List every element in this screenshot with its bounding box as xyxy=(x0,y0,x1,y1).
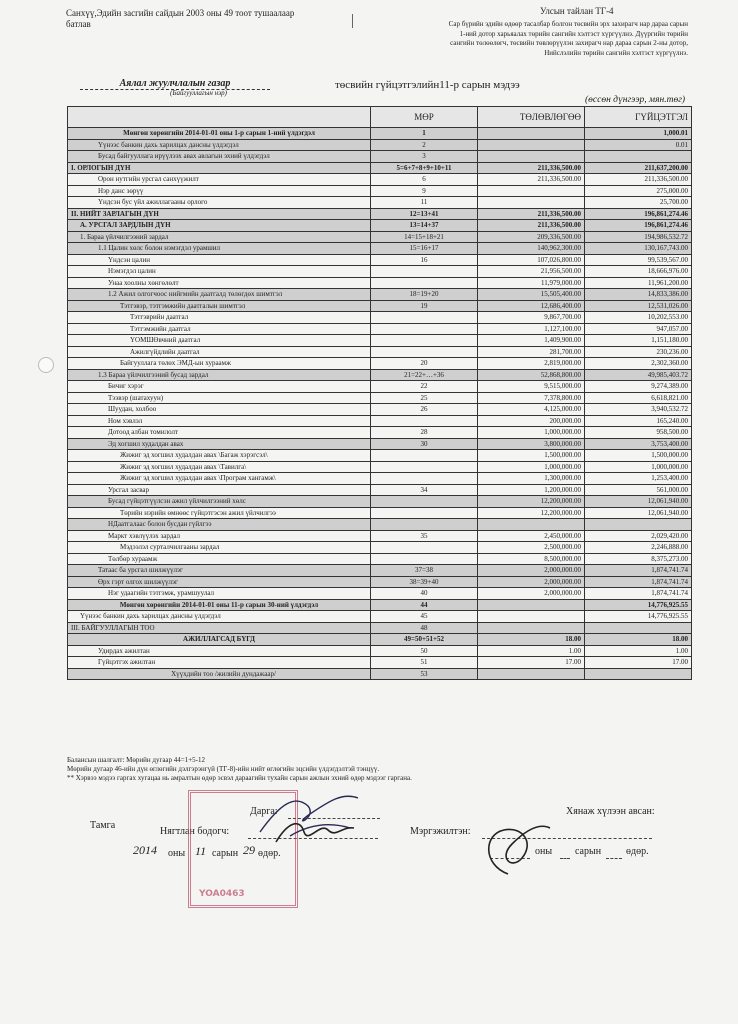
cell-name: Мөнгөн хөрөнгийн 2014-01-01 оны 1-р сарын 1-ний үлдэгдэл xyxy=(68,128,371,140)
header-plan: ТӨЛӨВЛӨГӨӨ xyxy=(478,107,585,128)
cell-name: I. ОРЛОГЫН ДҮН xyxy=(68,162,371,174)
budget-table xyxy=(67,106,692,680)
cell-plan: 3,800,000.00 xyxy=(478,438,585,450)
cell-plan: 12,686,400.00 xyxy=(478,300,585,312)
table-row xyxy=(68,484,692,496)
table-row xyxy=(68,565,692,577)
cell-name: Гүйцэтгэх ажилтан xyxy=(68,657,371,669)
cell-name: Тэтгэвэр, тэтгэмжийн даатгалын шимтгэл xyxy=(68,300,371,312)
cell-row-number: 16 xyxy=(371,254,478,266)
cell-actual: 6,618,821.00 xyxy=(585,392,692,404)
table-row xyxy=(68,300,692,312)
cell-plan: 9,515,000.00 xyxy=(478,381,585,393)
cell-actual: 194,986,532.72 xyxy=(585,231,692,243)
cell-name: Тээвэр (шатахуун) xyxy=(68,392,371,404)
cell-actual: 12,061,940.00 xyxy=(585,507,692,519)
cell-actual: 17.00 xyxy=(585,657,692,669)
reviewer-signature xyxy=(478,814,558,884)
cell-row-number: 50 xyxy=(371,645,478,657)
instruction-line-4: Нийслэлийн төрийн сангийн хэлтэст хүргүүлнэ. xyxy=(544,48,688,57)
table-row xyxy=(68,473,692,485)
cell-row-number: 15=16+17 xyxy=(371,243,478,255)
cell-name: II. НИЙТ ЗАРЛАГЫН ДҮН xyxy=(68,208,371,220)
cell-actual: 1,874,741.74 xyxy=(585,576,692,588)
cell-actual: 11,961,200.00 xyxy=(585,277,692,289)
cell-row-number: 14=15+18+21 xyxy=(371,231,478,243)
header-actual: ГҮЙЦЭТГЭЛ xyxy=(585,107,692,128)
cell-row-number xyxy=(371,473,478,485)
cell-row-number: 25 xyxy=(371,392,478,404)
cell-row-number: 11 xyxy=(371,197,478,209)
cell-actual: 99,539,567.00 xyxy=(585,254,692,266)
accountant-label: Нягтлан бодогч: xyxy=(160,826,230,837)
cell-plan: 1,500,000.00 xyxy=(478,450,585,462)
cell-name: 1.1 Цалин хөлс болон нэмэгдэл урамшил xyxy=(68,243,371,255)
instruction-line-1: Сар бүрийн эдийн өдөөр тасалбар болгон төсвийн эрх захирагч нар дараа сарын xyxy=(448,20,688,28)
cell-plan xyxy=(478,197,585,209)
approval-note xyxy=(66,8,346,30)
stamp-code: YOA0463 xyxy=(199,889,245,899)
reviewer-date-year-suffix: оны xyxy=(535,846,553,857)
cell-plan: 2,450,000.00 xyxy=(478,530,585,542)
cell-actual: 2,029,420.00 xyxy=(585,530,692,542)
cell-name: Дотоод албан томилолт xyxy=(68,427,371,439)
instruction-line-3: сангийн төлөөлөгч, төсвийн төвлөрүүлэн захирагч нар дараа сарын 2-ны дотор, xyxy=(450,39,688,47)
cell-name: Өрх гэрт олгох шилжүүлэг xyxy=(68,576,371,588)
cell-row-number: 37=38 xyxy=(371,565,478,577)
organization-name: Аялал жуулчлалын газар xyxy=(80,78,270,90)
cell-row-number xyxy=(371,496,478,508)
cell-plan xyxy=(478,151,585,163)
cell-row-number: 18=19+20 xyxy=(371,289,478,301)
table-row xyxy=(68,266,692,278)
cell-actual: 25,700.00 xyxy=(585,197,692,209)
cell-row-number xyxy=(371,519,478,531)
table-row xyxy=(68,139,692,151)
cell-row-number: 51 xyxy=(371,657,478,669)
cell-row-number: 45 xyxy=(371,611,478,623)
table-row xyxy=(68,323,692,335)
cell-actual: 9,274,389.00 xyxy=(585,381,692,393)
cell-row-number: 20 xyxy=(371,358,478,370)
table-row xyxy=(68,128,692,140)
cell-row-number: 22 xyxy=(371,381,478,393)
cell-row-number xyxy=(371,277,478,289)
cell-name: Бусад гүйцэтгүүлсэн ажил үйлчилгээний хөлс xyxy=(68,496,371,508)
cell-name: Шуудан, холбоо xyxy=(68,404,371,416)
cell-plan: 211,336,500.00 xyxy=(478,174,585,186)
table-body xyxy=(68,128,692,680)
cell-name: Бусад байгууллага ирүүлээх авах авлагын эхний үлдэгдэл xyxy=(68,151,371,163)
cell-row-number: 28 xyxy=(371,427,478,439)
table-row xyxy=(68,243,692,255)
cell-plan: 1,000,000.00 xyxy=(478,461,585,473)
cell-actual: 1,253,400.00 xyxy=(585,473,692,485)
cell-name: АЖИЛЛАГСАД БҮГД xyxy=(68,634,371,646)
reviewer-date-month-suffix: сарын xyxy=(575,846,602,857)
unit-note: (өссөн дүнгээр, мян.төг) xyxy=(585,95,686,105)
cell-name: Орон нутгийн урсгал санхүүжилт xyxy=(68,174,371,186)
cell-actual: 12,061,940.00 xyxy=(585,496,692,508)
cell-row-number: 35 xyxy=(371,530,478,542)
table-row xyxy=(68,277,692,289)
document-title: төсвийн гүйцэтгэлийн11-р сарын мэдээ xyxy=(335,79,520,91)
table-row xyxy=(68,588,692,600)
notes xyxy=(67,756,412,783)
cell-name: Бичиг хэрэг xyxy=(68,381,371,393)
reviewer-label: Хянаж хүлээн авсан: xyxy=(566,806,655,817)
cell-row-number: 9 xyxy=(371,185,478,197)
cell-name: Байгууллага төлөх ЭМД-ын хураамж xyxy=(68,358,371,370)
cell-row-number xyxy=(371,323,478,335)
cell-row-number xyxy=(371,450,478,462)
cell-plan: 211,336,500.00 xyxy=(478,208,585,220)
cell-name: Тэтгэмжийн даатгал xyxy=(68,323,371,335)
cell-plan: 209,336,500.00 xyxy=(478,231,585,243)
cell-name: Үндсэн цалин xyxy=(68,254,371,266)
cell-plan: 1,409,900.00 xyxy=(478,335,585,347)
cell-plan: 15,505,400.00 xyxy=(478,289,585,301)
note-line: Мөрийн дугаар 46-ийн дүн өглөгийн дэлгэрэнгүй (ТГ-8)-ийн нийт өглөгийн эцсийн үлдэгдэлтэй тэнцүү. xyxy=(67,765,380,773)
cell-actual: 1.00 xyxy=(585,645,692,657)
cell-actual: 958,500.00 xyxy=(585,427,692,439)
cell-plan: 12,200,000.00 xyxy=(478,496,585,508)
date-year: 2014 xyxy=(133,843,157,857)
table-row xyxy=(68,220,692,232)
cell-row-number xyxy=(371,461,478,473)
cell-actual: 1,874,741.74 xyxy=(585,565,692,577)
cell-actual: 3,753,400.00 xyxy=(585,438,692,450)
cell-name: Ажилгүйдлийн даатгал xyxy=(68,346,371,358)
cell-row-number: 53 xyxy=(371,668,478,680)
cell-plan: 1,000,000.00 xyxy=(478,427,585,439)
cell-row-number xyxy=(371,335,478,347)
cell-name: Хүүхдийн тоо /жилийн дундажаар/ xyxy=(68,668,371,680)
cell-plan: 2,000,000.00 xyxy=(478,588,585,600)
cell-actual: 14,833,386.00 xyxy=(585,289,692,301)
vertical-mark xyxy=(352,14,353,28)
cell-row-number xyxy=(371,346,478,358)
report-instructions xyxy=(378,20,688,58)
cell-row-number: 49=50+51+52 xyxy=(371,634,478,646)
cell-actual: 2,302,360.00 xyxy=(585,358,692,370)
table-row xyxy=(68,450,692,462)
table-row xyxy=(68,231,692,243)
cell-row-number: 30 xyxy=(371,438,478,450)
cell-actual: 2,246,888.00 xyxy=(585,542,692,554)
cell-row-number xyxy=(371,266,478,278)
cell-name: Татаас ба урсгал шилжүүлэг xyxy=(68,565,371,577)
cell-row-number: 34 xyxy=(371,484,478,496)
cell-plan: 211,336,500.00 xyxy=(478,220,585,232)
table-row xyxy=(68,162,692,174)
table-row xyxy=(68,645,692,657)
cell-actual xyxy=(585,668,692,680)
cell-plan: 1,200,000.00 xyxy=(478,484,585,496)
cell-plan xyxy=(478,139,585,151)
cell-plan: 8,500,000.00 xyxy=(478,553,585,565)
cell-name: Урсгал засвар xyxy=(68,484,371,496)
cell-row-number: 6 xyxy=(371,174,478,186)
table-row xyxy=(68,358,692,370)
cell-name: НДаатгалаас болон бусдан гүйлгээ xyxy=(68,519,371,531)
cell-actual: 1,000.01 xyxy=(585,128,692,140)
cell-name: Нэр данс зөрүү xyxy=(68,185,371,197)
reviewer-date-day-line xyxy=(606,858,622,859)
table-row xyxy=(68,381,692,393)
header-row-number: МӨР xyxy=(371,107,478,128)
cell-actual: 18,666,976.00 xyxy=(585,266,692,278)
punch-hole xyxy=(38,357,54,373)
cell-row-number: 2 xyxy=(371,139,478,151)
cell-plan: 200,000.00 xyxy=(478,415,585,427)
specialist-label: Мэргэжилтэн: xyxy=(410,826,471,837)
cell-row-number: 44 xyxy=(371,599,478,611)
cell-name: Мэдээлэл сурталчилгааны зардал xyxy=(68,542,371,554)
table-row xyxy=(68,392,692,404)
cell-name: Төрийн нэрийн өмнөөс гүйцэтгэсэн ажил үйлчилгээ xyxy=(68,507,371,519)
cell-plan: 211,336,500.00 xyxy=(478,162,585,174)
cell-name: Маркт хэвлүүлэх зардал xyxy=(68,530,371,542)
cell-plan: 12,200,000.00 xyxy=(478,507,585,519)
table-row xyxy=(68,289,692,301)
cell-plan: 281,700.00 xyxy=(478,346,585,358)
cell-name: 1.3 Бараа үйлчилгээний бусад зардал xyxy=(68,369,371,381)
table-row xyxy=(68,634,692,646)
table-row xyxy=(68,622,692,634)
cell-row-number xyxy=(371,553,478,565)
date-year-suffix: оны xyxy=(168,848,186,859)
table-row xyxy=(68,461,692,473)
cell-actual xyxy=(585,622,692,634)
cell-name: ҮОМШӨвчний даатгал xyxy=(68,335,371,347)
cell-actual: 12,531,026.00 xyxy=(585,300,692,312)
cell-actual: 3,940,532.72 xyxy=(585,404,692,416)
cell-plan xyxy=(478,622,585,634)
cell-actual: 1,151,180.00 xyxy=(585,335,692,347)
cell-row-number xyxy=(371,507,478,519)
date-day-suffix: өдөр. xyxy=(258,848,281,859)
header-name xyxy=(68,107,371,128)
cell-name: Жижиг эд хогшил худалдан авах \Програм хангамж\ xyxy=(68,473,371,485)
table-row xyxy=(68,254,692,266)
cell-name: Унаа хоолны хөнгөлөлт xyxy=(68,277,371,289)
reviewer-date-month-line xyxy=(560,858,570,859)
cell-plan: 7,378,800.00 xyxy=(478,392,585,404)
cell-actual: 14,776,925.55 xyxy=(585,599,692,611)
cell-plan: 140,962,300.00 xyxy=(478,243,585,255)
cell-plan: 1,127,100.00 xyxy=(478,323,585,335)
table-row xyxy=(68,197,692,209)
cell-name: Төлбөр хураамж xyxy=(68,553,371,565)
cell-plan: 4,125,000.00 xyxy=(478,404,585,416)
cell-name: Үүнээс банкин дахь харилцах дансны үлдэгдэл xyxy=(68,611,371,623)
cell-plan: 52,868,800.00 xyxy=(478,369,585,381)
cell-actual: 0.01 xyxy=(585,139,692,151)
cell-row-number: 19 xyxy=(371,300,478,312)
cell-row-number: 1 xyxy=(371,128,478,140)
accountant-signature xyxy=(270,812,360,852)
note-line: Балансын шалгалт: Мөрийн дугаар 44=1+5-12 xyxy=(67,756,206,764)
cell-plan xyxy=(478,128,585,140)
cell-actual: 561,000.00 xyxy=(585,484,692,496)
cell-name: Тэтгэврийн даатгал xyxy=(68,312,371,324)
cell-actual: 8,375,273.00 xyxy=(585,553,692,565)
approval-line-1: Санхүү,Эдийн засгийн сайдын 2003 оны 49 тоот тушаалаар xyxy=(66,8,295,18)
date-month: 11 xyxy=(195,844,207,858)
cell-actual: 1,500,000.00 xyxy=(585,450,692,462)
cell-row-number xyxy=(371,312,478,324)
table-row xyxy=(68,346,692,358)
table-row xyxy=(68,208,692,220)
cell-plan: 17.00 xyxy=(478,657,585,669)
report-code: Улсын тайлан ТГ-4 xyxy=(540,6,614,16)
cell-plan: 9,867,700.00 xyxy=(478,312,585,324)
instruction-line-2: 1-ний дотор харьяалах төрийн сангийн хэлтэст хүргүүлнэ. Дүүргийн төрийн xyxy=(459,29,688,38)
director-label: Дарга: xyxy=(250,806,278,817)
table-row xyxy=(68,496,692,508)
table-row xyxy=(68,427,692,439)
cell-actual: 230,236.00 xyxy=(585,346,692,358)
cell-row-number xyxy=(371,542,478,554)
cell-name: Жижиг эд хогшил худалдан авах \Тавилга\ xyxy=(68,461,371,473)
cell-plan xyxy=(478,519,585,531)
cell-plan: 18.00 xyxy=(478,634,585,646)
cell-row-number: 40 xyxy=(371,588,478,600)
table-row xyxy=(68,185,692,197)
table-row xyxy=(68,312,692,324)
cell-row-number: 3 xyxy=(371,151,478,163)
cell-plan xyxy=(478,611,585,623)
stamp-label: Тамга xyxy=(90,820,116,831)
cell-plan xyxy=(478,185,585,197)
cell-actual: 49,985,403.72 xyxy=(585,369,692,381)
cell-actual: 10,202,553.00 xyxy=(585,312,692,324)
cell-plan xyxy=(478,668,585,680)
approval-line-2: батлав xyxy=(66,19,91,29)
cell-row-number: 21=22+…+36 xyxy=(371,369,478,381)
cell-actual: 947,057.00 xyxy=(585,323,692,335)
cell-plan: 1,300,000.00 xyxy=(478,473,585,485)
cell-actual: 14,776,925.55 xyxy=(585,611,692,623)
cell-name: Ном хэвлэл xyxy=(68,415,371,427)
cell-actual: 211,637,200.00 xyxy=(585,162,692,174)
cell-row-number: 5=6+7+8+9+10+11 xyxy=(371,162,478,174)
table-row xyxy=(68,151,692,163)
cell-plan: 11,979,000.00 xyxy=(478,277,585,289)
cell-row-number xyxy=(371,415,478,427)
cell-plan: 21,956,500.00 xyxy=(478,266,585,278)
cell-name: 1. Бараа үйлчилгээний зардал xyxy=(68,231,371,243)
table-row xyxy=(68,542,692,554)
cell-plan: 2,000,000.00 xyxy=(478,565,585,577)
cell-name: Эд хогшил худалдан авах xyxy=(68,438,371,450)
table-row xyxy=(68,519,692,531)
table-row xyxy=(68,530,692,542)
table-row xyxy=(68,657,692,669)
table-row xyxy=(68,369,692,381)
cell-actual: 1,874,741.74 xyxy=(585,588,692,600)
cell-name: 1.2 Ажил олгогчоос нийгмийн даатгалд төлөгдөх шимтгэл xyxy=(68,289,371,301)
date-day: 29 xyxy=(243,843,255,857)
cell-name: Жижиг эд хогшил худалдан авах \Багаж хэрэгсэл\ xyxy=(68,450,371,462)
cell-actual xyxy=(585,151,692,163)
table-row xyxy=(68,611,692,623)
cell-actual: 275,000.00 xyxy=(585,185,692,197)
cell-actual xyxy=(585,519,692,531)
cell-plan xyxy=(478,599,585,611)
cell-plan: 2,000,000.00 xyxy=(478,576,585,588)
cell-name: Нэг удаагийн тэтгэмж, урамшуулал xyxy=(68,588,371,600)
table-header-row xyxy=(68,107,692,128)
cell-plan: 1.00 xyxy=(478,645,585,657)
cell-name: Мөнгөн хөрөнгийн 2014-01-01 оны 11-р сарын 30-ний үлдэгдэл xyxy=(68,599,371,611)
cell-actual: 196,861,274.46 xyxy=(585,220,692,232)
cell-name: Үүнээс банкин дахь харилцах дансны үлдэгдэл xyxy=(68,139,371,151)
table-row xyxy=(68,599,692,611)
table-row xyxy=(68,507,692,519)
cell-row-number: 13=14+37 xyxy=(371,220,478,232)
cell-actual: 18.00 xyxy=(585,634,692,646)
cell-actual: 196,861,274.46 xyxy=(585,208,692,220)
cell-name: Удирдах ажилтан xyxy=(68,645,371,657)
cell-name: III. БАЙГУУЛЛАГЫН ТОО xyxy=(68,622,371,634)
cell-row-number: 38=39+40 xyxy=(371,576,478,588)
table-row xyxy=(68,404,692,416)
table-row xyxy=(68,553,692,565)
cell-name: Үндсэн бус үйл ажиллагааны орлого xyxy=(68,197,371,209)
cell-row-number: 12=13+41 xyxy=(371,208,478,220)
cell-actual: 211,336,500.00 xyxy=(585,174,692,186)
cell-plan: 2,500,000.00 xyxy=(478,542,585,554)
cell-name: А. УРСГАЛ ЗАРДЛЫН ДҮН xyxy=(68,220,371,232)
cell-plan: 2,819,000.00 xyxy=(478,358,585,370)
cell-row-number: 26 xyxy=(371,404,478,416)
table-row xyxy=(68,576,692,588)
cell-actual: 130,167,743.00 xyxy=(585,243,692,255)
cell-actual: 1,000,000.00 xyxy=(585,461,692,473)
note-line: ** Хэрвээ мэдээ гаргах хугацаа нь амралтын өдөр эсвэл дараагийн тухайн сарын ажлын эхний өдөр мэдээг гаргана. xyxy=(67,774,412,782)
date-month-suffix: сарын xyxy=(212,848,239,859)
cell-name: Нэмэгдэл цалин xyxy=(68,266,371,278)
organization-caption: (Байгууллагын нэр) xyxy=(170,89,227,97)
cell-actual: 165,240.00 xyxy=(585,415,692,427)
cell-plan: 107,026,800.00 xyxy=(478,254,585,266)
cell-row-number: 48 xyxy=(371,622,478,634)
table-row xyxy=(68,438,692,450)
table-row xyxy=(68,335,692,347)
reviewer-date-day-suffix: өдөр. xyxy=(626,846,649,857)
table-row xyxy=(68,668,692,680)
table-row xyxy=(68,415,692,427)
table-row xyxy=(68,174,692,186)
